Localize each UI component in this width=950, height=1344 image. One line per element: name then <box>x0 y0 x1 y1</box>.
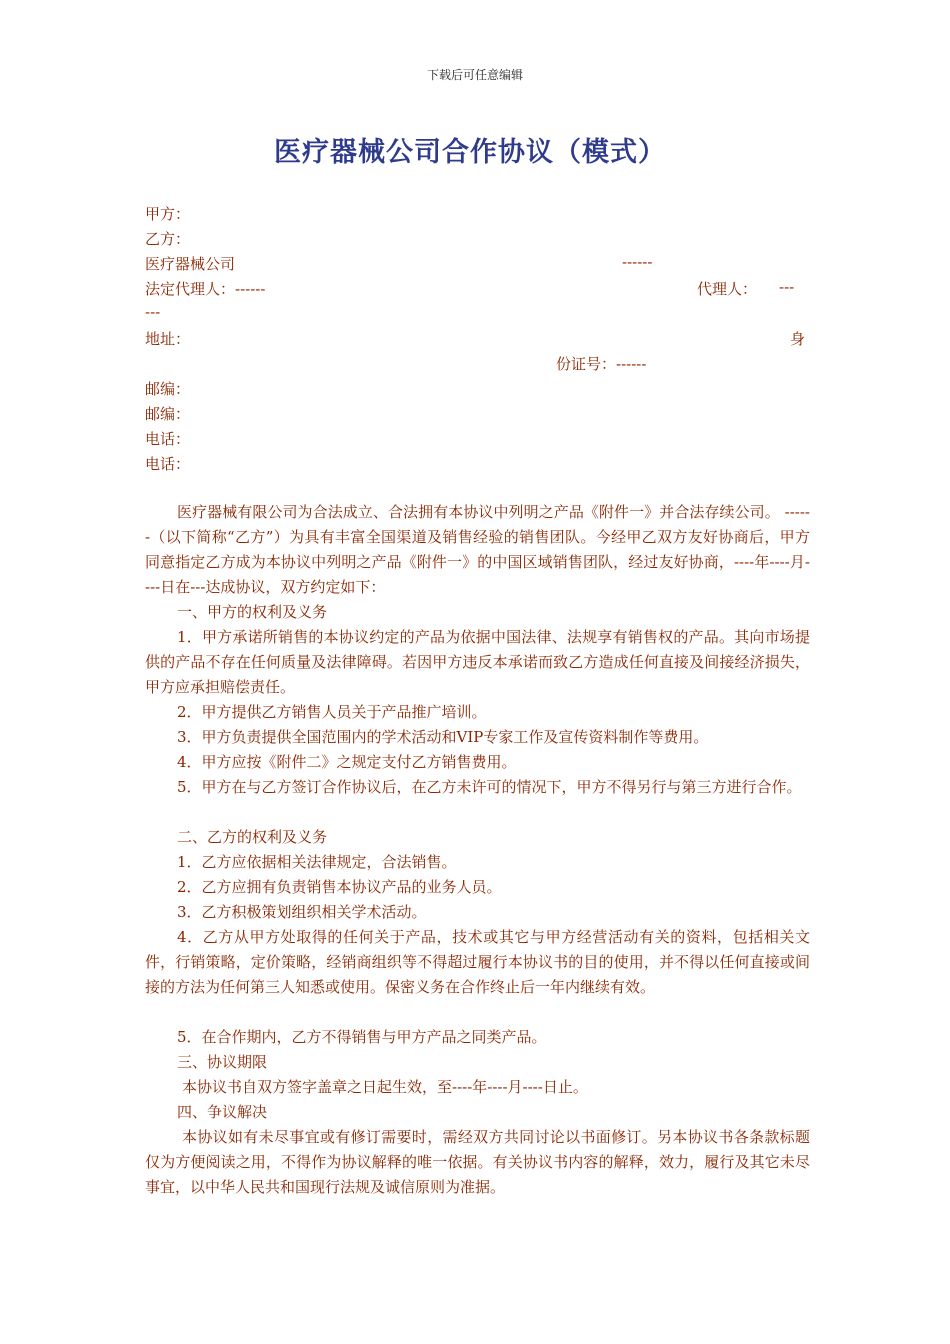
section-3-text: 本协议书自双方签字盖章之日起生效，至----年----月----日止。 <box>182 1078 588 1096</box>
id-number-label: 份证号：------ <box>556 355 647 373</box>
section-2-item-5: 5．在合作期内，乙方不得销售与甲方产品之同类产品。 <box>177 1028 547 1046</box>
section-2-heading: 二、乙方的权利及义务 <box>177 828 328 846</box>
agent-dash-2: --- <box>145 303 161 321</box>
postcode-b-label: 邮编： <box>145 405 191 423</box>
header-note: 下载后可任意编辑 <box>426 68 523 82</box>
party-a-label: 甲方： <box>145 205 191 223</box>
address-label: 地址： <box>145 330 191 348</box>
section-1-item-2: 2．甲方提供乙方销售人员关于产品推广培训。 <box>177 703 487 721</box>
section-1-item-4: 4．甲方应按《附件二》之规定支付乙方销售费用。 <box>177 753 517 771</box>
section-1-item-3: 3．甲方负责提供全国范围内的学术活动和VIP专家工作及宣传资料制作等费用。 <box>177 728 709 746</box>
postcode-a-label: 邮编： <box>145 380 191 398</box>
section-2-item-2: 2．乙方应拥有负责销售本协议产品的业务人员。 <box>177 878 502 896</box>
section-2-item-4: 4．乙方从甲方处取得的任何关于产品，技术或其它与甲方经营活动有关的资料，包括相关文件，行销策略，定价策略，经销商组织等不得超过履行本协议书的目的使用，并不得以任何直接或间接的方法为任何第三人知悉或使用。保密义务在合作终止后一年内继续有效。 <box>145 928 810 996</box>
section-2-item-3: 3．乙方积极策划组织相关学术活动。 <box>177 903 427 921</box>
agent-label: 代理人： <box>697 280 758 298</box>
section-1-item-1: 1．甲方承诺所销售的本协议约定的产品为依据中国法律、法规享有销售权的产品。其向市场提供的产品不存在任何质量及法律障碍。若因甲方违反本承诺而致乙方造成任何直接及间接经济损失，甲方应承担赔偿责任。 <box>145 628 810 696</box>
company-dash: ------ <box>622 253 653 271</box>
phone-a-label: 电话： <box>145 430 191 448</box>
phone-b-label: 电话： <box>145 455 191 473</box>
legal-rep-label: 法定代理人：------ <box>145 280 266 298</box>
company-name: 医疗器械公司 <box>145 255 236 273</box>
section-3-heading: 三、协议期限 <box>177 1053 268 1071</box>
document-title: 医疗器械公司合作协议（模式） <box>274 137 666 168</box>
section-1-item-5: 5．甲方在与乙方签订合作协议后，在乙方未许可的情况下，甲方不得另行与第三方进行合作。 <box>177 778 802 796</box>
section-4-text: 本协议如有未尽事宜或有修订需要时，需经双方共同讨论以书面修订。另本协议书各条款标题仅为方便阅读之用，不得作为协议解释的唯一依据。有关协议书内容的解释，效力，履行及其它未尽事宜，以中华人民共和国现行法规及诚信原则为准据。 <box>145 1128 810 1196</box>
section-2-item-1: 1．乙方应依据相关法律规定，合法销售。 <box>177 853 457 871</box>
party-b-label: 乙方： <box>145 230 191 248</box>
section-4-heading: 四、争议解决 <box>177 1103 268 1121</box>
agent-dash-1: --- <box>779 278 795 296</box>
id-char: 身 <box>790 330 806 348</box>
intro-paragraph: 医疗器械有限公司为合法成立、合法拥有本协议中列明之产品《附件一》并合法存续公司。 ------（以下简称“乙方”）为具有丰富全国渠道及销售经验的销售团队。今经甲乙双方友好协商后，甲方同意指定乙方成为本协议中列明之产品《附件一》的中国区域销售团队，经过友好协商，----年----月----日在---达成协议，双方约定如下： <box>145 503 810 596</box>
section-1-heading: 一、甲方的权利及义务 <box>177 603 328 621</box>
